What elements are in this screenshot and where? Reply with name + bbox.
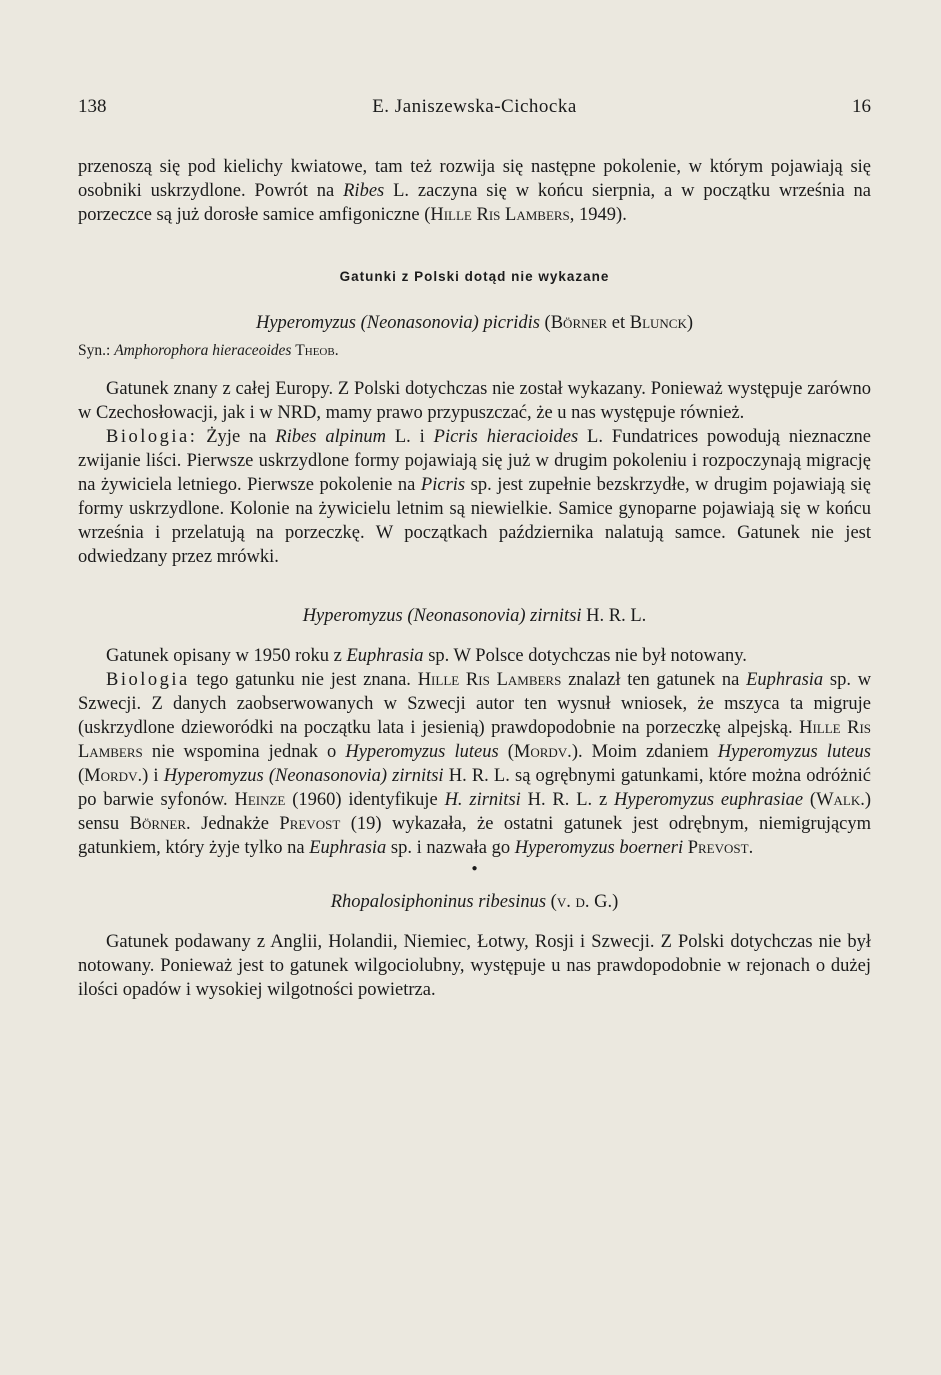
synonym-line: Syn.: Amphorophora hieraceoides Theob.: [78, 342, 339, 359]
species-heading-zirnitsi: Hyperomyzus (Neonasonovia) zirnitsi H. R. L.: [302, 606, 647, 626]
page-body: [78, 155, 871, 1002]
ribesinus-paragraph: Gatunek podawany z Anglii, Holandii, Niemiec, Łotwy, Rosji i Szwecji. Z Polski dotychczas nie był notowany. Ponieważ jest to gatunek wilgociolubny, występuje u nas prawdopodobnie w rejonach o dużej ilości opadów i wysokiej wilgotności powietrza.: [78, 932, 871, 1000]
page-number: 138: [78, 96, 107, 117]
picridis-distribution: Gatunek znany z całej Europy. Z Polski dotychczas nie został wykazany. Ponieważ występuje zarówno w Czechosłowacji, jak i w NRD, mamy prawo przypuszczać, że u nas występuje również.: [78, 379, 871, 423]
section-subheading: Gatunki z Polski dotąd nie wykazane: [339, 269, 610, 284]
separator-dot: ●: [471, 863, 478, 874]
species-heading-picridis: Hyperomyzus (Neonasonovia) picridis (Börner et Blunck): [255, 313, 694, 333]
species-heading-ribesinus: Rhopalosiphoninus ribesinus (v. d. G.): [330, 892, 619, 912]
running-author: E. Janiszewska-Cichocka: [372, 96, 577, 117]
picridis-biology: Biologia: Żyje na Ribes alpinum L. i Picris hieracioides L. Fundatrices powodują nieznaczne zwijanie liści. Pierwsze uskrzydlone formy pojawiają się już w drugim pokoleniu i rozpoczynają migrację na żywiciela letniego. Pierwsze pokolenie na Picris sp. jest zupełnie bezskrzydłe, w drugim pojawiają się formy uskrzydlone. Kolonie na żywicielu letnim są niewielkie. Samice gynoparne pojawiają się w końcu września i przelatują na porzeczkę. W początkach października nalatują samce. Gatunek nie jest odwiedzany przez mrówki.: [78, 427, 872, 567]
zirnitsi-distribution: Gatunek opisany w 1950 roku z Euphrasia sp. W Polsce dotychczas nie był notowany.: [106, 646, 747, 666]
zirnitsi-biology: Biologia tego gatunku nie jest znana. Hille Ris Lambers znalazł ten gatunek na Euphrasia sp. w Szwecji. Z danych zaobserwowanych w Szwecji autor ten wysnuł wniosek, że mszyca ta migruje (uskrzydlone dzieworódki na początku lata i jesienią) prawdopodobnie na porzeczkę alpejską. Hille Ris Lambers nie wspomina jednak o Hyperomyzus luteus (Mordv.). Moim zdaniem Hyperomyzus luteus (Mordv.) i Hyperomyzus (Neonasonovia) zirnitsi H. R. L. są ogrębnymi gatunkami, które można odróżnić po barwie syfonów. Heinze (1960) identyfikuje H. zirnitsi H. R. L. z Hyperomyzus euphrasiae (Walk.) sensu Börner. Jednakże Prevost (19) wykazała, że ostatni gatunek jest odrębnym, niemigrującym gatunkiem, który żyje tylko na Euphrasia sp. i nazwała go Hyperomyzus boerneri Prevost.: [78, 670, 872, 858]
intro-paragraph: przenoszą się pod kielichy kwiatowe, tam też rozwija się następne pokolenie, w którym pojawiają się osobniki uskrzydlone. Powrót na Ribes L. zaczyna się w końcu sierpnia, a w początku września na porzeczce są już dorosłe samice amfigoniczne (Hille Ris Lambers, 1949).: [78, 157, 872, 225]
volume-number: 16: [852, 96, 871, 117]
running-header: [78, 96, 871, 126]
